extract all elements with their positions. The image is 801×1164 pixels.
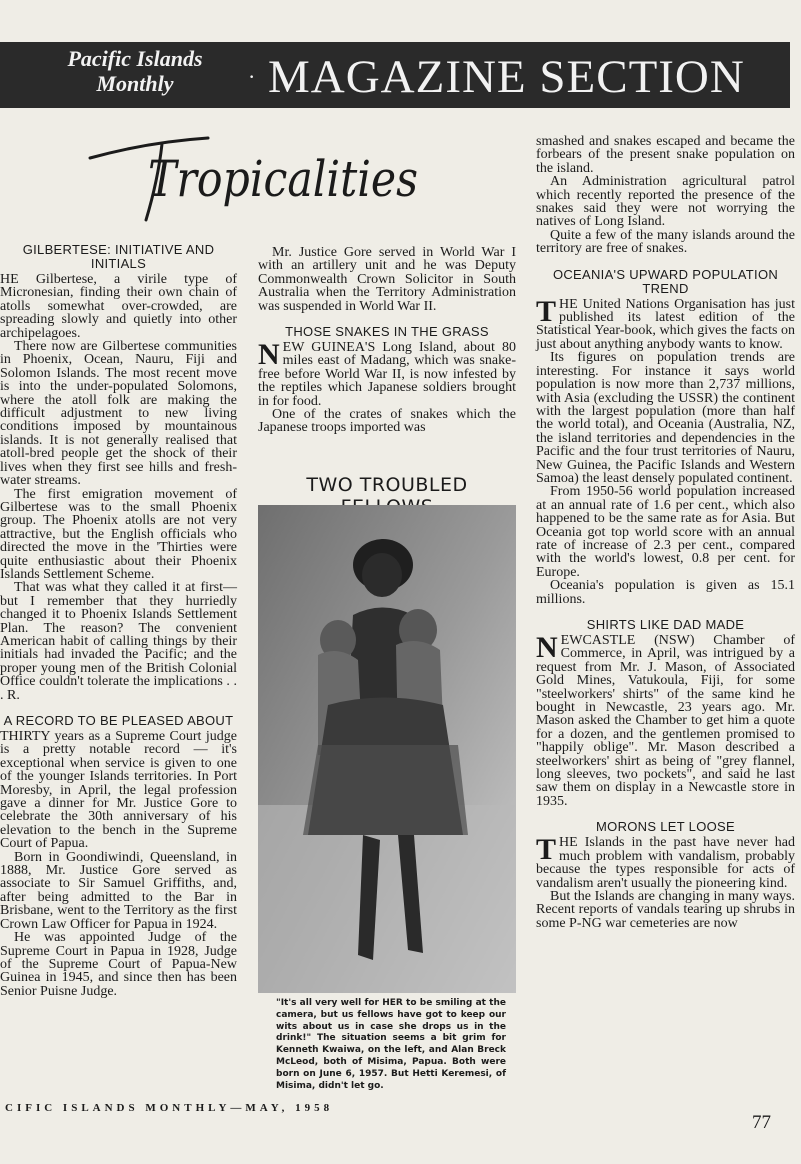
publication-name-line1: Pacific Islands bbox=[67, 46, 203, 71]
paragraph: smashed and snakes escaped and became the forbears of the present snake population on the island. bbox=[536, 134, 795, 176]
publication-name-line2: Monthly bbox=[96, 71, 174, 96]
tropicalities-logo bbox=[88, 120, 428, 230]
dropcap: N bbox=[258, 338, 280, 372]
paragraph: One of the crates of snakes which the Japanese troops imported was bbox=[258, 407, 516, 436]
paragraph: Quite a few of the many islands around the territory are free of snakes. bbox=[536, 227, 795, 257]
paragraph: That was what they called it at first—but I remember that they hurriedly changed it to Phoenix Islands Settlement Plan. The reason? The convenient American habit of calling things by their initials had invaded the Pacific; and the proper young men of the British Colonial Office couldn't tolerate the implications . . . R. bbox=[0, 580, 237, 703]
paragraph: But the Islands are changing in many ways. Recent reports of vandals tearing up shrubs in some P-NG war cemeteries are now bbox=[536, 888, 795, 931]
column-middle bbox=[258, 246, 516, 435]
paragraph-dropcap bbox=[536, 833, 795, 891]
paragraph: HE Gilbertese, a virile type of Micronesian, finding their own chain of atolls somewhat over-crowded, are spreading slowly and quietly into other archipelagoes. bbox=[0, 272, 237, 341]
headline-population: OCEANIA'S UPWARD POPULATION TREND bbox=[552, 266, 779, 296]
headline-shirts: SHIRTS LIKE DAD MADE bbox=[586, 617, 745, 632]
photo-caption: "It's all very well for HER to be smiling at the camera, but us fellows have got to keep our wits about us in case she drops us in the drink!" The situation seems a bit grim for Kenneth Kwaiwa, on the left, and Alan Breck McLeod, both of Misima, Papua. Both were born on June 6, 1957. But Hetti Keremesi, of Misima, didn't let go. bbox=[276, 998, 506, 1091]
dropcap: N bbox=[536, 631, 558, 664]
paragraph: He was appointed Judge of the Supreme Court in Papua in 1928, Judge of the Supreme Court of Papua-New Guinea in 1945, and since then has been Senior Puisne Judge. bbox=[0, 930, 237, 999]
dropcap: T bbox=[536, 294, 557, 328]
paragraph-dropcap bbox=[536, 294, 795, 352]
photo-woman-with-twins bbox=[258, 505, 516, 993]
column-left bbox=[0, 243, 237, 998]
paragraph-text: EWCASTLE (NSW) Chamber of Commerce, in April, was intrigued by a request from Mr. J. Mason, of Associated Gold Mines, Vatukoula, Fiji, for some "steelworkers' shirts" of the same kind he bought in Newcastle, 23 years ago. Mr. Mason asked the Chamber to get him a quote for a dozen, and the gentlemen promised to "happily oblige". Mr. Mason described a steelworkers' shirt as being of "grey flannel, long sleeves, two pockets", and said he last saw them on display in a Newcastle store in 1935. bbox=[536, 633, 795, 809]
page-number: 77 bbox=[752, 1112, 771, 1133]
paragraph: Oceania's population is given as 15.1 millions. bbox=[536, 578, 795, 607]
paragraph-dropcap bbox=[536, 631, 795, 809]
paragraph: There now are Gilbertese communities in Phoenix, Ocean, Nauru, Fiji and Solomon Islands. The most recent move is into the under-populated Solomons, where the atoll folk are making the difficult adjustment to new living conditions imposed by mountainous islands. It is not generally realised that atoll-bred people get the shock of their lives when they first see hills and fresh-water streams. bbox=[0, 339, 237, 489]
paragraph: Mr. Justice Gore served in World War I with an artillery unit and he was Deputy Commonwealth Crown Solicitor in South Australia when the Territory Administration was suspended in World War II. bbox=[258, 245, 516, 314]
banner-separator: · bbox=[248, 64, 256, 89]
paragraph: An Administration agricultural patrol which recently reported the presence of the snakes said they were not worrying the natives of Long Island. bbox=[536, 174, 795, 230]
dropcap: T bbox=[536, 833, 557, 867]
section-title: MAGAZINE SECTION bbox=[268, 51, 745, 103]
paragraph-text: HE Islands in the past have never had much problem with vandalism, probably because the types responsible for acts of vandalism aren't usually the pioneering kind. bbox=[536, 835, 795, 891]
tropicalities-logo-text: Tropicalities bbox=[148, 150, 418, 208]
headline-snakes: THOSE SNAKES IN THE GRASS bbox=[285, 324, 489, 340]
paragraph-dropcap bbox=[258, 338, 516, 409]
paragraph-text: HE United Nations Organisation has just published its latest edition of the Statistical Year-book, which gives the facts on just about anything anybody wants to know. bbox=[536, 296, 795, 352]
paragraph: Its figures on population trends are interesting. For instance it says world population is now more than 2,737 millions, with Asia (excluding the USSR) the continent with the largest population (more than half the world total), and Oceania (Australia, NZ, the island territories and dependencies in the Pacific and the four trust territories of Nauru, New Guinea, the Pacific Islands and Western Samoa) the least densely populated continent. bbox=[536, 350, 795, 486]
headline-gilbertese: GILBERTESE: INITIATIVE AND INITIALS bbox=[22, 242, 215, 271]
masthead-banner bbox=[0, 42, 790, 108]
publication-name bbox=[40, 46, 230, 96]
headline-record: A RECORD TO BE PLEASED ABOUT bbox=[3, 713, 234, 728]
paragraph: The first emigration movement of Gilbertese was to the small Phoenix group. The Phoenix atolls are not very attractive, but the English officials who directed the move in the 'Thirties were quite enthusiastic about their Phoenix Islands Settlement Scheme. bbox=[0, 486, 237, 582]
headline-morons: MORONS LET LOOSE bbox=[596, 819, 735, 835]
column-right bbox=[536, 135, 795, 930]
paragraph: THIRTY years as a Supreme Court judge is a pretty notable record — it's exceptional when service is given to one of the younger Islands territories. In Port Moresby, in April, the legal profession gave a dinner for Mr. Justice Gore to celebrate the 30th anniversary of his elevation to the bench in the Supreme Court of Papua. bbox=[0, 729, 237, 852]
paragraph-text: EW GUINEA'S Long Island, about 80 miles east of Madang, which was snake-free before World War II, is now infested by the reptiles which Japanese soldiers brought in for food. bbox=[258, 340, 516, 409]
running-footer: CIFIC ISLANDS MONTHLY—MAY, 1958 bbox=[5, 1102, 334, 1114]
paragraph: Born in Goondiwindi, Queensland, in 1888, Mr. Justice Gore served as associate to Sir Samuel Griffiths, and, after being admitted to the Bar in Brisbane, went to the Territory as the first Crown Law Officer for Papua in 1924. bbox=[0, 849, 237, 932]
photo-title: TWO TROUBLED bbox=[306, 474, 468, 496]
paragraph: From 1950-56 world population increased at an annual rate of 1.6 per cent., which also happened to be the same rate as for Asia. But Oceania got top world score with an annual rate of increase of 2.3 per cent., compared with the world's lowest, 0.8 per cent. for Europe. bbox=[536, 484, 795, 580]
